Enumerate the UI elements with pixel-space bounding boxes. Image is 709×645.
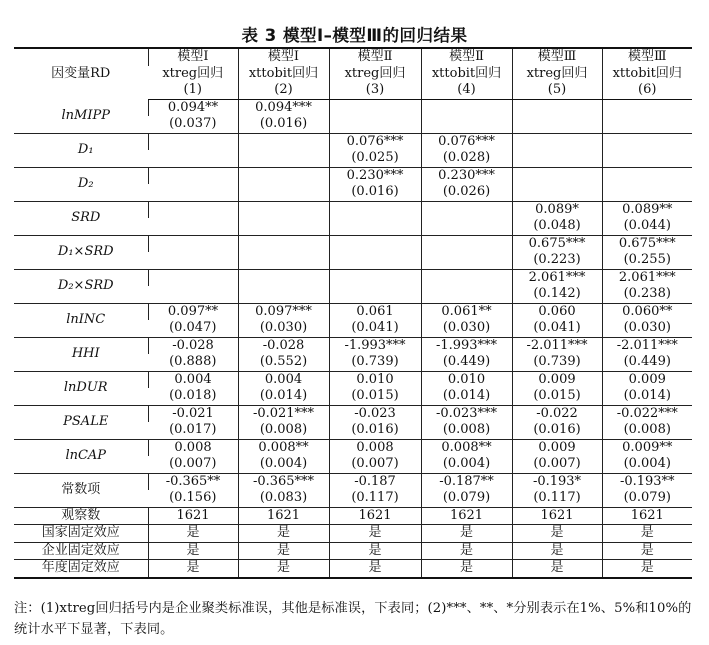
standard-error-cell: (0.117)	[329, 490, 421, 507]
standard-error-cell: (0.041)	[329, 320, 421, 337]
coefficient-cell	[148, 167, 238, 184]
variable-name: D₁×SRD	[14, 235, 148, 269]
coefficient-cell: -0.021	[148, 405, 238, 422]
coefficient-cell: -1.993***	[421, 337, 512, 354]
coefficient-cell: -0.023	[329, 405, 421, 422]
coefficient-cell: 0.010	[421, 371, 512, 388]
summary-value: 1621	[512, 507, 602, 525]
standard-error-cell	[421, 218, 512, 235]
summary-label: 观察数	[14, 507, 148, 525]
coefficient-cell	[238, 235, 329, 252]
coefficient-cell: -0.028	[148, 337, 238, 354]
model-header: 模型Ⅱ	[329, 48, 421, 66]
coefficient-cell: 0.675***	[512, 235, 602, 252]
standard-error-cell	[329, 218, 421, 235]
coefficient-cell	[512, 99, 602, 116]
variable-name: D₂×SRD	[14, 269, 148, 303]
standard-error-cell: (0.008)	[602, 422, 692, 439]
method-header: xttobit回归	[421, 66, 512, 83]
summary-value: 是	[602, 525, 692, 543]
variable-name: lnMIPP	[61, 107, 110, 123]
coefficient-row	[14, 235, 692, 252]
standard-error-cell: (0.016)	[512, 422, 602, 439]
coefficient-cell: 0.008	[148, 439, 238, 456]
standard-error-cell	[238, 218, 329, 235]
coefficient-cell: 0.675***	[602, 235, 692, 252]
coefficient-row	[14, 167, 692, 184]
coefficient-row	[14, 269, 692, 286]
variable-name: 常数项	[14, 473, 148, 507]
standard-error-cell: (0.030)	[238, 320, 329, 337]
standard-error-cell: (0.018)	[169, 388, 217, 403]
summary-value: 是	[512, 525, 602, 543]
coefficient-row	[14, 337, 692, 354]
standard-error-cell: (0.079)	[421, 490, 512, 507]
coefficient-cell	[148, 201, 238, 218]
column-number: (6)	[602, 82, 692, 99]
standard-error-cell	[238, 286, 329, 303]
coefficient-cell: -0.365***	[238, 473, 329, 490]
column-number: (3)	[329, 82, 421, 99]
coefficient-cell	[512, 133, 602, 150]
coefficient-cell	[602, 99, 692, 116]
standard-error-cell: (0.014)	[238, 388, 329, 405]
coefficient-cell	[148, 133, 238, 150]
coefficient-row	[14, 201, 692, 218]
standard-error-cell: (0.255)	[602, 252, 692, 269]
coefficient-cell: 0.009	[512, 439, 602, 456]
standard-error-cell: (0.007)	[329, 456, 421, 473]
variable-name: D₂	[14, 167, 148, 201]
coefficient-cell: 0.009**	[602, 439, 692, 456]
summary-value: 1621	[238, 507, 329, 525]
coefficient-cell	[329, 99, 421, 116]
coefficient-cell: 0.076***	[421, 133, 512, 150]
standard-error-cell	[238, 252, 329, 269]
summary-value: 是	[512, 560, 602, 578]
coefficient-cell: 0.009	[602, 371, 692, 388]
standard-error-cell	[512, 150, 602, 167]
standard-error-cell: (0.015)	[512, 388, 602, 405]
standard-error-cell	[148, 150, 238, 167]
coefficient-cell: 0.097**	[148, 303, 238, 320]
standard-error-cell: (0.142)	[512, 286, 602, 303]
coefficient-cell: -2.011***	[602, 337, 692, 354]
standard-error-cell: (0.117)	[512, 490, 602, 507]
coefficient-row	[14, 133, 692, 150]
summary-value: 是	[238, 525, 329, 543]
standard-error-cell: (0.739)	[329, 354, 421, 371]
summary-value: 是	[148, 525, 238, 543]
standard-error-cell: (0.083)	[238, 490, 329, 507]
standard-error-cell: (0.014)	[421, 388, 512, 405]
coefficient-row	[14, 405, 692, 422]
standard-error-cell	[512, 116, 602, 133]
standard-error-cell	[421, 286, 512, 303]
standard-error-cell	[148, 252, 238, 269]
column-number: (4)	[421, 82, 512, 99]
column-number: (1)	[148, 82, 238, 99]
model-header: 模型Ⅲ	[512, 48, 602, 66]
standard-error-cell: (0.030)	[421, 320, 512, 337]
standard-error-cell: (0.007)	[169, 456, 217, 471]
variable-name: lnCAP	[14, 439, 148, 473]
coefficient-cell: 0.061**	[421, 303, 512, 320]
standard-error-cell	[602, 116, 692, 133]
coefficient-cell: 0.094**	[148, 99, 238, 116]
coefficient-cell: 2.061***	[602, 269, 692, 286]
coefficient-cell	[148, 235, 238, 252]
summary-row	[14, 507, 692, 525]
coefficient-cell: 0.089**	[602, 201, 692, 218]
standard-error-cell: (0.047)	[169, 320, 217, 335]
summary-value: 1621	[329, 507, 421, 525]
coefficient-cell: 0.230***	[329, 167, 421, 184]
coefficient-row	[14, 473, 692, 490]
table-title: 表 3 模型Ⅰ–模型Ⅲ的回归结果	[241, 26, 468, 45]
variable-name: lnINC	[14, 303, 148, 337]
model-header: 模型Ⅱ	[421, 48, 512, 66]
method-header: xtreg回归	[162, 65, 224, 81]
coefficient-cell	[148, 269, 238, 286]
coefficient-cell: -0.193**	[602, 473, 692, 490]
standard-error-cell: (0.048)	[512, 218, 602, 235]
summary-label: 年度固定效应	[14, 560, 148, 578]
variable-name: PSALE	[14, 405, 148, 439]
standard-error-cell	[421, 116, 512, 133]
coefficient-cell: 0.004	[238, 371, 329, 388]
coefficient-cell	[238, 269, 329, 286]
coefficient-cell: -0.023***	[421, 405, 512, 422]
coefficient-row	[14, 99, 692, 116]
summary-value: 是	[602, 560, 692, 578]
coefficient-cell	[602, 133, 692, 150]
standard-error-cell: (0.044)	[602, 218, 692, 235]
coefficient-cell: 0.097***	[238, 303, 329, 320]
coefficient-cell: -0.187	[329, 473, 421, 490]
coefficient-cell: -2.011***	[512, 337, 602, 354]
summary-value: 是	[238, 542, 329, 560]
coefficient-cell: -0.022***	[602, 405, 692, 422]
standard-error-cell: (0.007)	[512, 456, 602, 473]
standard-error-cell: (0.004)	[238, 456, 329, 473]
method-header: xttobit回归	[238, 66, 329, 83]
standard-error-cell	[148, 286, 238, 303]
standard-error-cell	[238, 150, 329, 167]
standard-error-cell: (0.037)	[169, 116, 217, 131]
coefficient-cell	[421, 201, 512, 218]
standard-error-cell: (0.025)	[329, 150, 421, 167]
standard-error-cell: (0.238)	[602, 286, 692, 303]
summary-label: 国家固定效应	[14, 525, 148, 543]
summary-value: 是	[329, 542, 421, 560]
model-header: 模型Ⅰ	[148, 48, 238, 66]
table-note: 注：(1)xtreg回归括号内是企业聚类标准误，其他是标准误，下表同；(2)***、**、*分别表示在1%、5%和10%的统计水平下显著，下表同。	[14, 601, 692, 637]
method-header: xttobit回归	[602, 66, 692, 83]
coefficient-cell: 2.061***	[512, 269, 602, 286]
summary-row	[14, 525, 692, 543]
standard-error-cell: (0.016)	[329, 422, 421, 439]
coefficient-cell: 0.004	[148, 371, 238, 388]
standard-error-cell: (0.004)	[602, 456, 692, 473]
coefficient-cell: 0.094***	[238, 99, 329, 116]
standard-error-cell	[602, 150, 692, 167]
summary-row	[14, 542, 692, 560]
standard-error-cell: (0.449)	[602, 354, 692, 371]
summary-value: 是	[148, 560, 238, 578]
summary-value: 是	[512, 542, 602, 560]
variable-name: lnDUR	[14, 371, 148, 405]
coefficient-cell	[329, 269, 421, 286]
standard-error-cell: (0.028)	[421, 150, 512, 167]
coefficient-cell: -0.193*	[512, 473, 602, 490]
summary-value: 是	[238, 560, 329, 578]
standard-error-cell: (0.026)	[421, 184, 512, 201]
standard-error-cell: (0.552)	[238, 354, 329, 371]
summary-row	[14, 560, 692, 578]
coefficient-cell: -1.993***	[329, 337, 421, 354]
column-number: (5)	[512, 82, 602, 99]
standard-error-cell	[329, 252, 421, 269]
dependent-variable-label: 因变量RD	[14, 48, 148, 99]
coefficient-cell: 0.008**	[238, 439, 329, 456]
coefficient-cell	[329, 235, 421, 252]
coefficient-cell: 0.010	[329, 371, 421, 388]
model-header: 模型Ⅲ	[602, 48, 692, 66]
coefficient-row	[14, 371, 692, 388]
standard-error-cell: (0.156)	[169, 490, 217, 505]
standard-error-cell: (0.739)	[512, 354, 602, 371]
coefficient-cell	[238, 201, 329, 218]
coefficient-cell	[512, 167, 602, 184]
summary-value: 是	[602, 542, 692, 560]
standard-error-cell: (0.008)	[238, 422, 329, 439]
coefficient-cell: -0.021***	[238, 405, 329, 422]
header-row-models	[14, 48, 692, 66]
summary-value: 1621	[421, 507, 512, 525]
coefficient-cell	[421, 99, 512, 116]
summary-value: 是	[421, 560, 512, 578]
standard-error-cell	[238, 184, 329, 201]
coefficient-cell: 0.089*	[512, 201, 602, 218]
standard-error-cell: (0.079)	[602, 490, 692, 507]
coefficient-row	[14, 439, 692, 456]
summary-value: 1621	[148, 507, 238, 525]
coefficient-cell: 0.061	[329, 303, 421, 320]
coefficient-cell	[421, 235, 512, 252]
standard-error-cell: (0.017)	[169, 422, 217, 437]
regression-table	[14, 47, 692, 579]
standard-error-cell: (0.223)	[512, 252, 602, 269]
summary-value: 是	[148, 542, 238, 560]
coefficient-cell	[602, 167, 692, 184]
summary-label: 企业固定效应	[14, 542, 148, 560]
summary-value: 1621	[602, 507, 692, 525]
standard-error-cell: (0.008)	[421, 422, 512, 439]
coefficient-cell	[238, 167, 329, 184]
standard-error-cell: (0.015)	[329, 388, 421, 405]
coefficient-cell	[329, 201, 421, 218]
standard-error-cell	[602, 184, 692, 201]
coefficient-cell: 0.230***	[421, 167, 512, 184]
standard-error-cell: (0.004)	[421, 456, 512, 473]
standard-error-cell	[148, 184, 238, 201]
method-header: xtreg回归	[512, 66, 602, 83]
coefficient-cell	[421, 269, 512, 286]
column-number: (2)	[238, 82, 329, 99]
standard-error-cell: (0.041)	[512, 320, 602, 337]
model-header: 模型Ⅰ	[238, 48, 329, 66]
standard-error-cell	[148, 218, 238, 235]
coefficient-cell: 0.076***	[329, 133, 421, 150]
variable-name: D₁	[14, 133, 148, 167]
standard-error-cell	[421, 252, 512, 269]
standard-error-cell: (0.016)	[238, 116, 329, 133]
standard-error-cell	[329, 116, 421, 133]
summary-value: 是	[421, 542, 512, 560]
coefficient-cell: -0.187**	[421, 473, 512, 490]
coefficient-cell: 0.060	[512, 303, 602, 320]
coefficient-row	[14, 303, 692, 320]
coefficient-cell	[238, 133, 329, 150]
standard-error-cell	[329, 286, 421, 303]
standard-error-cell: (0.449)	[421, 354, 512, 371]
coefficient-cell: -0.028	[238, 337, 329, 354]
summary-value: 是	[329, 525, 421, 543]
standard-error-cell: (0.030)	[602, 320, 692, 337]
coefficient-cell: 0.008	[329, 439, 421, 456]
variable-name: HHI	[14, 337, 148, 371]
standard-error-cell: (0.888)	[169, 354, 217, 369]
standard-error-cell	[512, 184, 602, 201]
coefficient-cell: 0.009	[512, 371, 602, 388]
summary-value: 是	[329, 560, 421, 578]
coefficient-cell: -0.365**	[148, 473, 238, 490]
coefficient-cell: -0.022	[512, 405, 602, 422]
standard-error-cell: (0.014)	[602, 388, 692, 405]
coefficient-cell: 0.060**	[602, 303, 692, 320]
standard-error-cell: (0.016)	[329, 184, 421, 201]
coefficient-cell: 0.008**	[421, 439, 512, 456]
variable-name: SRD	[14, 201, 148, 235]
method-header: xtreg回归	[329, 66, 421, 83]
summary-value: 是	[421, 525, 512, 543]
